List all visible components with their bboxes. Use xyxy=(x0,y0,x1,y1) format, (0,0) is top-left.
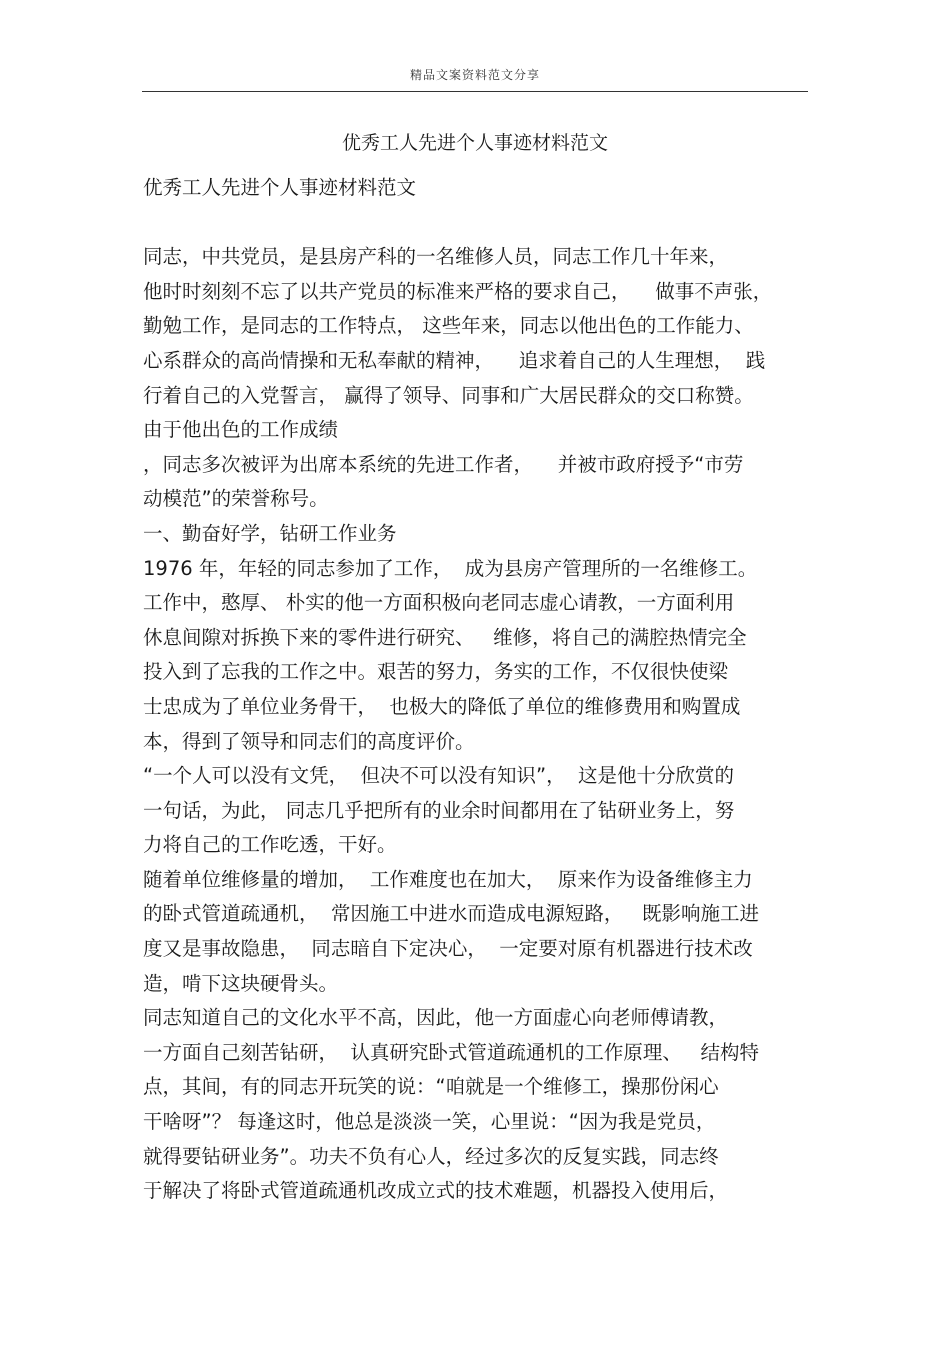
paragraph-line: 随着单位维修量的增加， 工作难度也在加大， 原来作为设备维修主力 xyxy=(143,867,753,891)
paragraph-line: 1976 年，年轻的同志参加了工作， 成为县房产管理所的一名维修工。 xyxy=(143,556,758,580)
paragraph-line: 一句话，为此， 同志几乎把所有的业余时间都用在了钻研业务上，努 xyxy=(143,798,735,822)
header-divider xyxy=(142,91,808,92)
paragraph-line: 同志知道自己的文化水平不高，因此，他一方面虚心向老师傅请教， xyxy=(143,1006,729,1030)
paragraph-line: 投入到了忘我的工作之中。艰苦的努力，务实的工作，不仅很快使梁 xyxy=(143,660,729,684)
paragraph-line: 工作中，憨厚、 朴实的他一方面积极向老同志虚心请教，一方面利用 xyxy=(143,591,735,615)
subtitle-line: 优秀工人先进个人事迹材料范文 xyxy=(143,176,417,199)
paragraph-line: 于解决了将卧式管道疏通机改成立式的技术难题，机器投入使用后， xyxy=(143,1179,729,1203)
paragraph-line: 心系群众的高尚情操和无私奉献的精神， 追求着自己的人生理想， 践 xyxy=(143,348,766,372)
paragraph-line: 一方面自己刻苦钻研， 认真研究卧式管道疏通机的工作原理、 结构特 xyxy=(143,1040,759,1064)
paragraph-line: 士忠成为了单位业务骨干， 也极大的降低了单位的维修费用和购置成 xyxy=(143,694,741,718)
document-body xyxy=(143,171,813,1209)
paragraph-line: 勤勉工作，是同志的工作特点， 这些年来，同志以他出色的工作能力、 xyxy=(143,314,754,338)
paragraph-line: 的卧式管道疏通机， 常因施工中进水而造成电源短路， 既影响施工进 xyxy=(143,902,759,926)
blank-line xyxy=(143,206,813,241)
paragraph-line: 点，其间，有的同志开玩笑的说：“咱就是一个维修工，操那份闲心 xyxy=(143,1075,719,1099)
paragraph-line: 由于他出色的工作成绩 xyxy=(143,418,339,442)
paragraph-line: 造，啃下这块硬骨头。 xyxy=(143,971,339,995)
paragraph-line: 行着自己的入党誓言， 赢得了领导、同事和广大居民群众的交口称赞。 xyxy=(143,383,754,407)
paragraph-line: 本，得到了领导和同志们的高度评价。 xyxy=(143,729,475,753)
paragraph-line: 动模范”的荣誉称号。 xyxy=(143,487,329,511)
paragraph-line: 就得要钻研业务”。功夫不负有心人，经过多次的反复实践，同志终 xyxy=(143,1144,719,1168)
paragraph-line: 他时时刻刻不忘了以共产党员的标准来严格的要求自己， 做事不声张， xyxy=(143,279,773,303)
paragraph-line: ，同志多次被评为出席本系统的先进工作者， 并被市政府授予“市劳 xyxy=(143,452,744,476)
page-header: 精品文案资料范文分享 xyxy=(409,68,540,82)
paragraph-line: 度又是事故隐患， 同志暗自下定决心， 一定要对原有机器进行技术改 xyxy=(143,937,753,961)
paragraph-line: 力将自己的工作吃透，干好。 xyxy=(143,833,397,857)
document-title: 优秀工人先进个人事迹材料范文 xyxy=(341,132,608,154)
paragraph-line: “一个人可以没有文凭， 但决不可以没有知识”， 这是他十分欣赏的 xyxy=(143,764,734,788)
section-heading: 一、勤奋好学，钻研工作业务 xyxy=(143,521,397,545)
paragraph-line: 同志，中共党员，是县房产科的一名维修人员，同志工作几十年来， xyxy=(143,245,729,269)
paragraph-line: 干啥呀”？ 每逢这时，他总是淡淡一笑，心里说：“因为我是党员， xyxy=(143,1110,716,1134)
paragraph-line: 休息间隙对拆换下来的零件进行研究、 维修，将自己的满腔热情完全 xyxy=(143,625,747,649)
